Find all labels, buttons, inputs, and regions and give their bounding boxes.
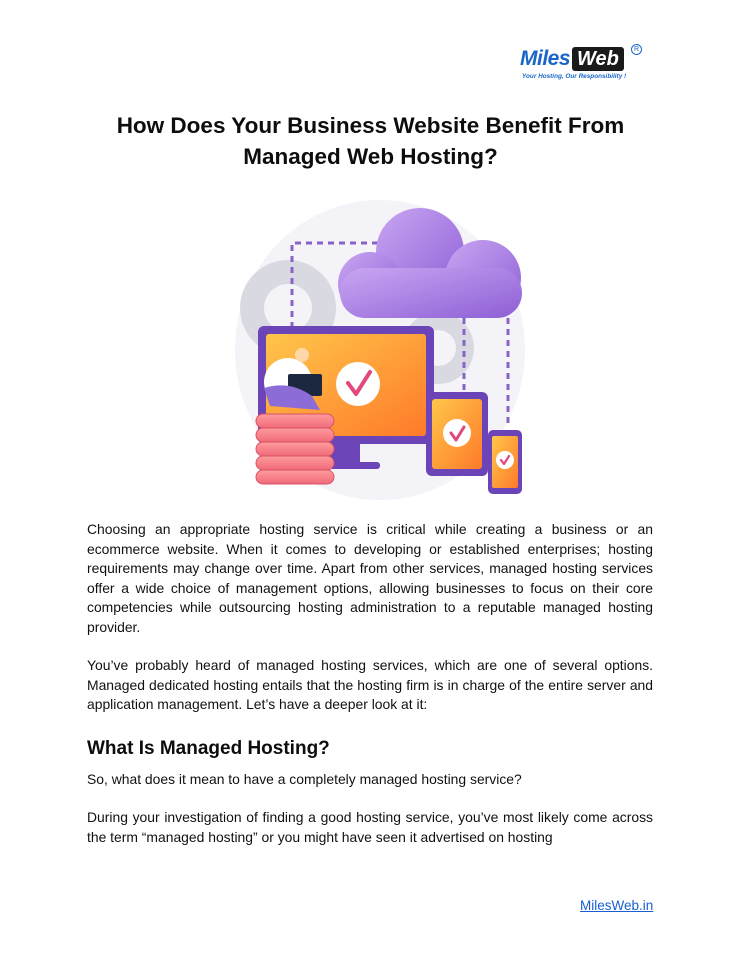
registered-mark-icon: R <box>631 44 642 55</box>
logo-wordmark <box>520 46 642 72</box>
overview-paragraph: You’ve probably heard of managed hosting services, which are one of several options. Managed dedicated hosting entails that the hosting firm is in charge of the entire server and application management. Let’s have a deeper look at it: <box>87 657 653 712</box>
logo-web-text: Web <box>572 47 624 71</box>
check-bubble-icon <box>496 451 514 469</box>
hero-illustration <box>230 200 530 505</box>
intro-paragraph: Choosing an appropriate hosting service is critical while creating a business or an ecommerce website. When it comes to developing or established enterprises; hosting requirements may change over time. Apart from other services, managed hosting services offer a wide choice of management options, allowing businesses to focus on their core competencies while outsourcing hosting administration to a reputable managed hosting provider. <box>87 521 653 635</box>
page-title <box>60 110 681 172</box>
section-heading: What Is Managed Hosting? <box>87 738 330 759</box>
logo-tagline: Your Hosting, Our Responsibility ! <box>522 73 627 80</box>
milesweb-footer-link[interactable]: MilesWeb.in <box>580 898 654 913</box>
question-paragraph: So, what does it mean to have a completely managed hosting service? <box>87 771 522 787</box>
page-title-line2: Managed Web Hosting? <box>243 144 498 169</box>
person-head <box>295 348 309 362</box>
investigation-paragraph: During your investigation of finding a good hosting service, you’ve most likely come across the term “managed hosting” or you might have seen it advertised on hosting <box>87 809 653 845</box>
page-title-line1: How Does Your Business Website Benefit From <box>116 113 625 138</box>
check-bubble-icon <box>443 419 471 447</box>
milesweb-logo[interactable] <box>520 46 642 86</box>
check-bubble-icon <box>336 362 380 406</box>
coin-stack-icon <box>256 414 334 484</box>
logo-miles-text: Miles <box>520 47 571 70</box>
